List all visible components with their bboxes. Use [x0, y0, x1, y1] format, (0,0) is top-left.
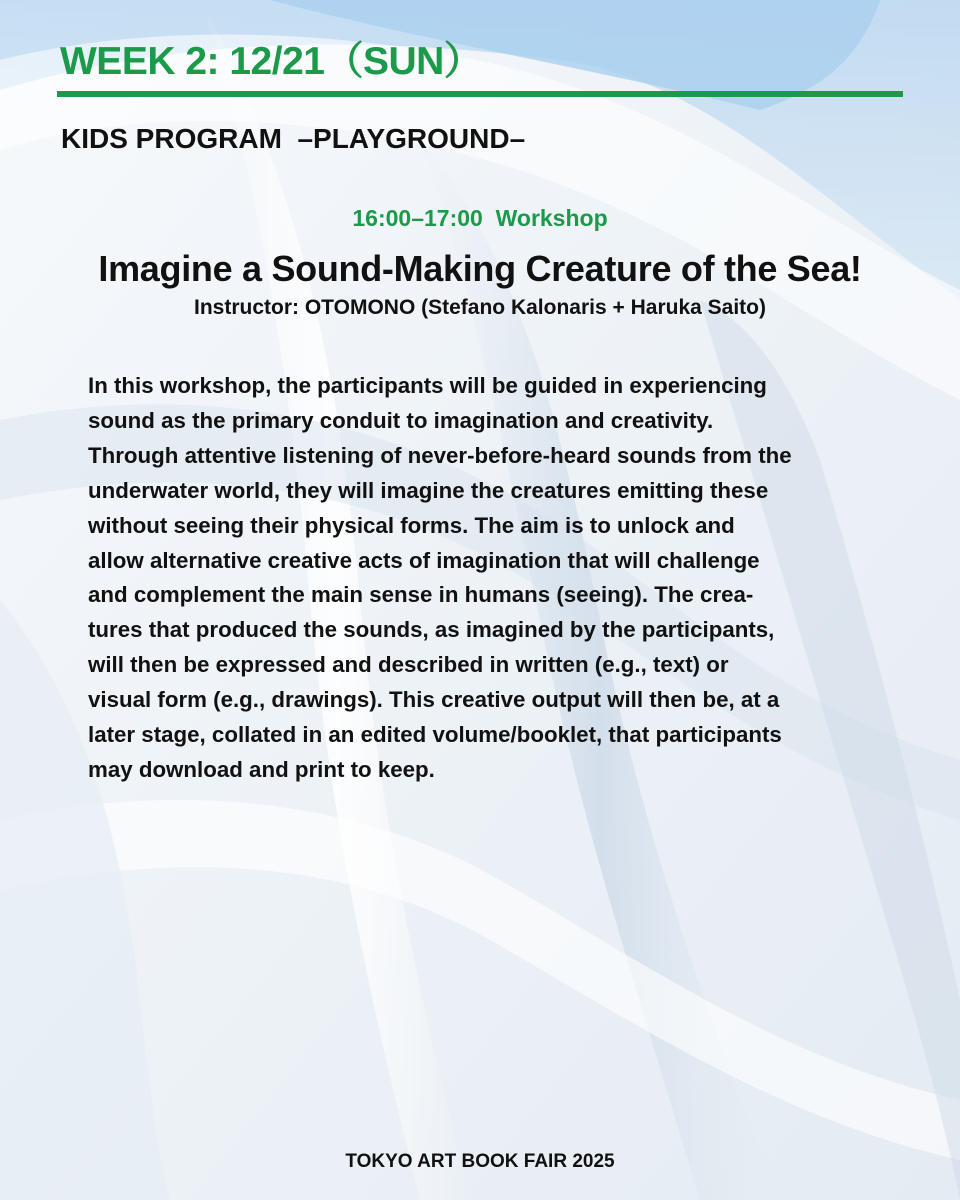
- description-line: may download and print to keep.: [88, 756, 435, 782]
- description-line: visual form (e.g., drawings). This creative output will then be, at a: [88, 687, 780, 713]
- heading-divider: [57, 91, 903, 97]
- event-time: 16:00–17:00 Workshop: [352, 205, 608, 231]
- description-line: without seeing their physical forms. The aim is to unlock and: [88, 512, 735, 538]
- description-line: tures that produced the sounds, as imagined by the participants,: [88, 617, 775, 643]
- event-title: Imagine a Sound-Making Creature of the Sea!: [98, 248, 862, 289]
- description-line: later stage, collated in an edited volume/booklet, that participants: [88, 722, 782, 748]
- footer-event-name: TOKYO ART BOOK FAIR 2025: [345, 1151, 615, 1172]
- description-line: allow alternative creative acts of imagination that will challenge: [88, 547, 760, 573]
- description-line: Through attentive listening of never-before-heard sounds from the: [88, 442, 792, 468]
- description-line: In this workshop, the participants will be guided in experiencing: [88, 373, 767, 398]
- description-line: and complement the main sense in humans (seeing). The crea-: [88, 582, 754, 608]
- event-instructor: Instructor: OTOMONO (Stefano Kalonaris + Haruka Saito): [194, 296, 766, 319]
- description-line: will then be expressed and described in written (e.g., text) or: [88, 652, 729, 678]
- week-date-heading: WEEK 2: 12/21（SUN）: [60, 40, 483, 83]
- description-line: underwater world, they will imagine the creatures emitting these: [88, 477, 769, 503]
- event-description: [88, 369, 888, 788]
- description-line: sound as the primary conduit to imagination and creativity.: [88, 407, 714, 433]
- program-title: KIDS PROGRAM –PLAYGROUND–: [61, 123, 526, 154]
